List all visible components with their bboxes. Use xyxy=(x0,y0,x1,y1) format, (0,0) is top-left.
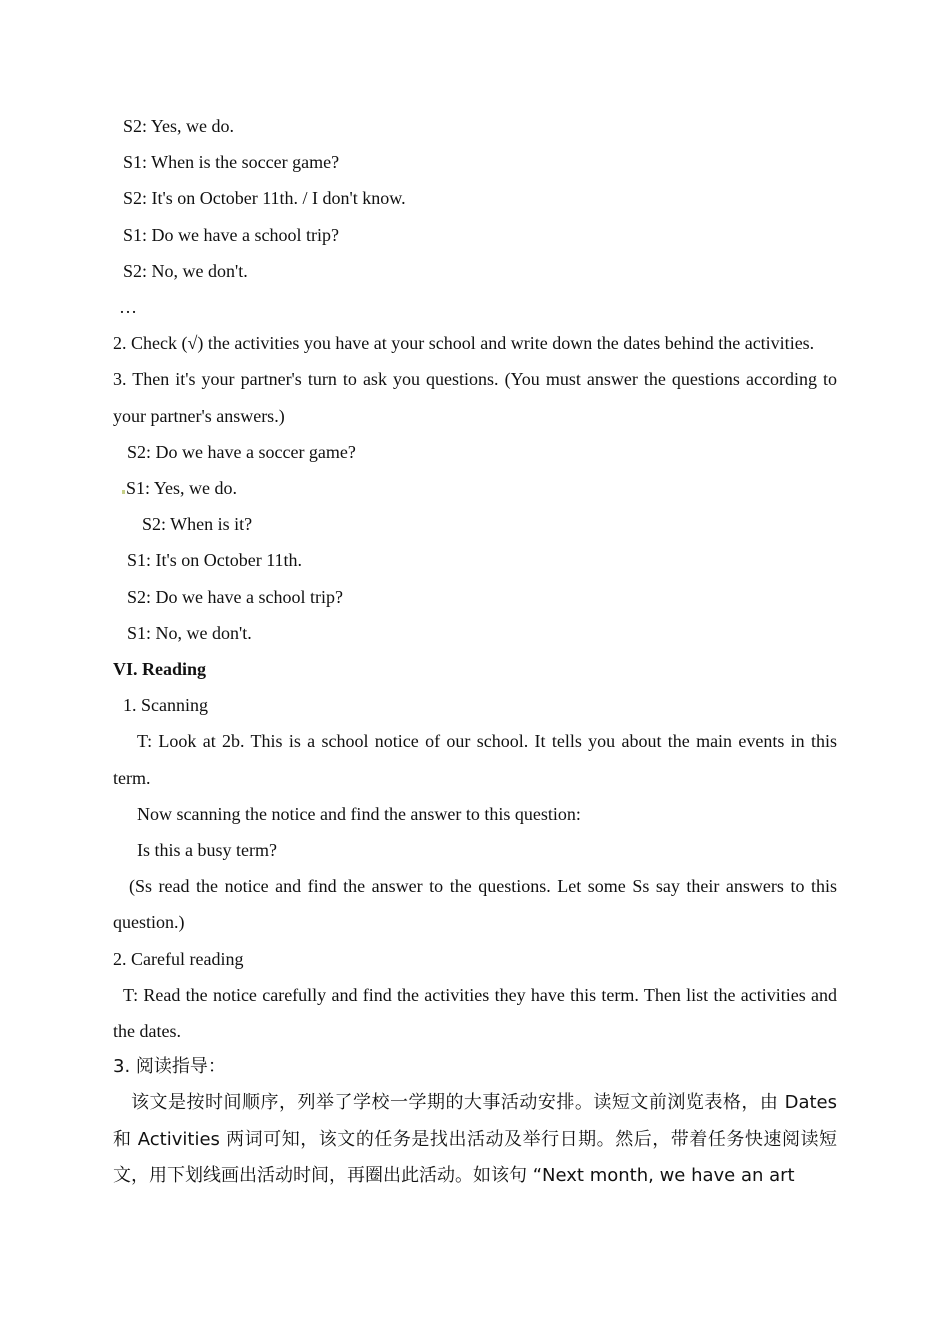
subsection-heading: 3. 阅读指导： xyxy=(113,1056,226,1078)
chinese-paragraph: 该文是按时间顺序，列举了学校一学期的大事活动安排。读短文前浏览表格，由 Dates 和 Activities 两词可知，该文的任务是找出活动及举行日期。然后，带着任务快速阅读短文，用下划线画出活动时间，再圈出此活动。如该句 “Next month, we have an art xyxy=(113,1092,837,1186)
subsection-heading: 1. Scanning xyxy=(123,695,208,716)
section-heading: VI. Reading xyxy=(113,659,207,680)
document-body xyxy=(113,108,837,1194)
dialogue-line: S2: It's on October 11th. / I don't know. xyxy=(123,188,406,209)
instruction-paragraph: 2. Check (√) the activities you have at your school and write down the dates behind the activities. xyxy=(113,333,815,354)
dialogue-line: S2: Do we have a soccer game? xyxy=(127,441,356,462)
paragraph: T: Read the notice carefully and find the activities they have this term. Then list the activities and the dates. xyxy=(113,984,837,1042)
dialogue-line: S2: Yes, we do. xyxy=(123,116,235,136)
dialogue-line: S1: Do we have a school trip? xyxy=(123,224,339,245)
dialogue-line: S2: No, we don't. xyxy=(123,260,248,281)
dialogue-line xyxy=(113,470,837,506)
dialogue-line: S2: Do we have a school trip? xyxy=(127,586,343,607)
paragraph-line: Is this a busy term? xyxy=(137,840,277,861)
paragraph-line: Now scanning the notice and find the answer to this question: xyxy=(137,803,581,824)
dialogue-text: S1: Yes, we do. xyxy=(126,478,238,499)
dialogue-line: S1: No, we don't. xyxy=(127,622,252,643)
paragraph: (Ss read the notice and find the answer to the questions. Let some Ss say their answers to this question.) xyxy=(113,876,837,933)
dialogue-line: S1: It's on October 11th. xyxy=(127,550,303,571)
ellipsis-line: … xyxy=(119,297,137,318)
margin-mark xyxy=(122,490,125,494)
paragraph: T: Look at 2b. This is a school notice of our school. It tells you about the main events in this term. xyxy=(113,731,837,788)
instruction-paragraph: 3. Then it's your partner's turn to ask you questions. (You must answer the questions according to your partner's answers.) xyxy=(113,369,837,426)
dialogue-line: S2: When is it? xyxy=(142,514,253,535)
dialogue-line: S1: When is the soccer game? xyxy=(123,152,340,173)
subsection-heading: 2. Careful reading xyxy=(113,948,244,969)
